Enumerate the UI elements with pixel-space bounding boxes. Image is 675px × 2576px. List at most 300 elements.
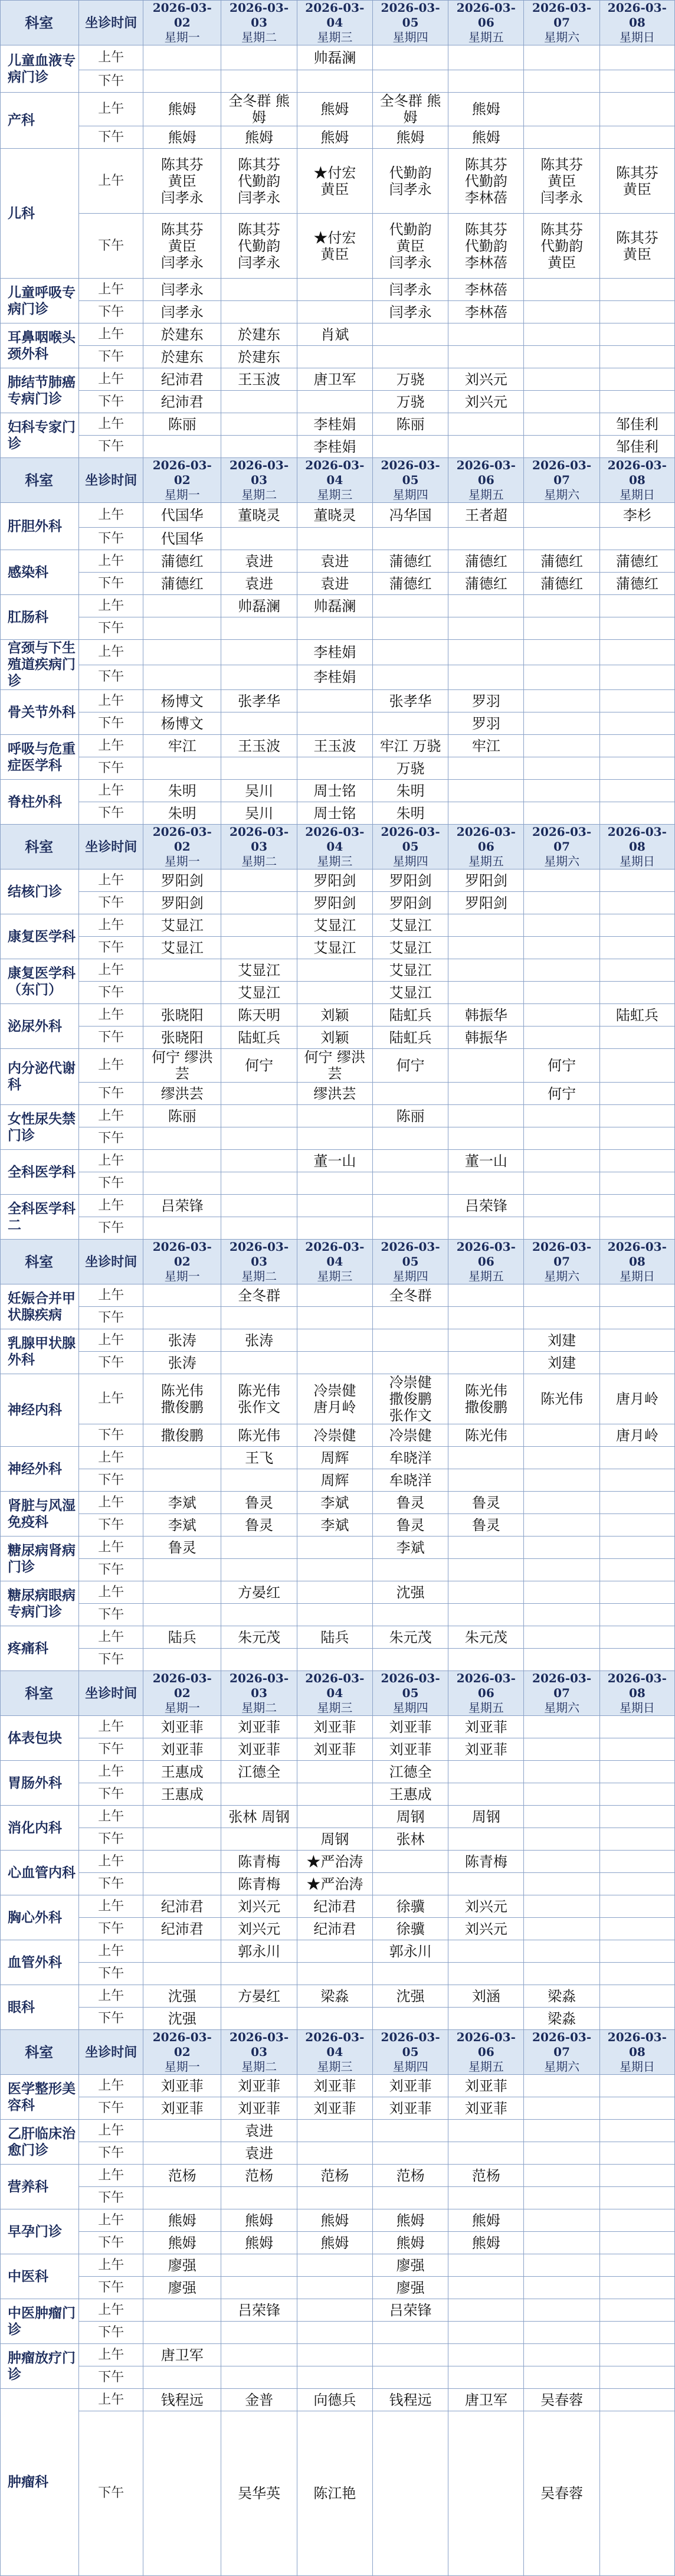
doctor-cell-day-6 [524,802,599,825]
doctor-cell-day-5 [448,323,524,346]
schedule-row [1,2389,675,2411]
schedule-row [1,550,675,573]
doctor-cell-day-3 [297,1604,372,1626]
doctor-name: 代勤韵 [464,172,507,189]
doctor-cell-day-1: 代国华 [143,528,221,550]
doctor-cell-day-6: 刘建 [524,1352,599,1374]
doctor-cell-day-4 [372,1873,448,1895]
schedule-row [1,757,675,780]
header-row [1,1,675,45]
doctor-cell-day-7 [599,1783,674,1806]
doctor-cell-day-4: 冯华国 [372,503,448,528]
schedule-row [1,1985,675,2008]
doctor-cell-day-5 [448,1649,524,1671]
doctor-cell-day-4 [372,1851,448,1873]
doctor-cell-day-6 [524,1963,599,1985]
doctor-cell-day-7 [599,2008,674,2030]
doctor-cell-day-3: 帅磊澜 [297,595,372,617]
date-label: 2026-03-05 [381,1671,440,1700]
doctor-cell-day-5: 唐卫军 [448,2389,524,2411]
date-header-day-2 [221,1,297,45]
doctor-cell-day-1: 杨博文 [143,690,221,712]
doctor-cell-day-5 [448,2187,524,2209]
doctor-cell-day-6 [524,2299,599,2322]
doctor-cell-day-7 [599,2411,674,2576]
doctor-cell-day-7 [599,1895,674,1918]
schedule-row [1,2008,675,2030]
doctor-name: 冷崇健 [313,1382,356,1399]
doctor-cell-day-7 [599,1083,674,1105]
doctor-name: 黄臣 [320,246,349,263]
doctor-cell-day-4 [372,712,448,735]
doctor-cell-day-7 [599,1284,674,1307]
doctor-cell-day-6 [524,2366,599,2389]
doctor-cell-day-4 [372,1217,448,1240]
doctor-name: 陈其芬 [540,156,584,173]
doctor-cell-day-2: 金普 [221,2389,297,2411]
department-name: 女性尿失禁门诊 [1,1105,79,1150]
doctor-name: 黄臣 [622,181,651,198]
doctor-cell-day-2 [221,2277,297,2299]
schedule-row [1,2366,675,2389]
doctor-cell-day-3 [297,1307,372,1329]
doctor-cell-day-7 [599,1514,674,1537]
doctor-cell-day-4 [372,595,448,617]
doctor-name: 黄臣 [320,181,349,198]
doctor-cell-day-2 [221,413,297,436]
doctor-cell-day-2 [221,1172,297,1195]
session-label: 上午 [79,640,143,665]
session-label: 下午 [79,2097,143,2120]
doctor-cell-day-6 [524,1492,599,1514]
doctor-cell-day-1: 刘亚菲 [143,2097,221,2120]
doctor-cell-day-6 [524,1447,599,1469]
department-name: 骨关节外科 [1,690,79,735]
session-label: 下午 [79,1649,143,1671]
doctor-cell-day-4 [372,1604,448,1626]
department-name: 中医肿瘤门诊 [1,2299,79,2344]
doctor-cell-day-4: 熊姆 [372,2232,448,2254]
doctor-cell-day-4: 张孝华 [372,690,448,712]
doctor-cell-day-7 [599,528,674,550]
date-header-day-5 [448,1240,524,1284]
doctor-cell-day-3 [297,757,372,780]
doctor-cell-day-2: 刘亚菲 [221,1716,297,1738]
doctor-cell-day-7: 李杉 [599,503,674,528]
doctor-cell-day-3 [297,1581,372,1604]
doctor-cell-day-7 [599,2254,674,2277]
session-label: 上午 [79,1940,143,1963]
doctor-cell-day-7 [599,1604,674,1626]
doctor-cell-day-6 [524,914,599,937]
session-label: 下午 [79,1873,143,1895]
doctor-cell-day-1 [143,617,221,640]
date-label: 2026-03-03 [230,825,289,854]
doctor-cell-day-3 [297,279,372,301]
doctor-cell-day-4: 闫孝永 [372,279,448,301]
date-label: 2026-03-03 [230,1,289,30]
doctor-cell-day-2 [221,892,297,914]
doctor-cell-day-5 [448,2344,524,2366]
schedule-row [1,436,675,458]
doctor-cell-day-7 [599,301,674,323]
session-label: 上午 [79,1626,143,1649]
doctor-cell-day-6 [524,1105,599,1127]
schedule-row [1,413,675,436]
schedule-row [1,573,675,595]
session-label: 上午 [79,1581,143,1604]
weekday-label: 星期六 [544,30,580,44]
date-header-day-1 [143,1,221,45]
doctor-cell-day-4: 陆虹兵 [372,1027,448,1049]
doctor-cell-day-4: 陈丽 [372,1105,448,1127]
doctor-cell-day-5 [448,2366,524,2389]
doctor-cell-day-7: 陆虹兵 [599,1004,674,1027]
doctor-cell-day-5: 范杨 [448,2165,524,2187]
doctor-cell-day-4: 沈强 [372,1985,448,2008]
schedule-row [1,70,675,93]
weekday-label: 星期四 [392,854,428,868]
doctor-cell-day-6: 何宁 [524,1049,599,1083]
schedule-row [1,1150,675,1172]
doctor-cell-day-7 [599,595,674,617]
doctor-cell-day-1: 陈丽 [143,413,221,436]
schedule-row [1,937,675,959]
doctor-cell-day-5: 刘兴元 [448,1895,524,1918]
weekday-label: 星期五 [468,488,504,502]
date-label: 2026-03-07 [532,1671,592,1700]
schedule-row [1,1918,675,1940]
weekday-label: 星期二 [241,2060,277,2074]
doctor-cell-day-4: 刘亚菲 [372,2075,448,2097]
schedule-row [1,712,675,735]
doctor-cell-day-6: 梁淼 [524,2008,599,2030]
doctor-cell-day-4 [372,1352,448,1374]
doctor-cell-day-6 [524,45,599,70]
doctor-cell-day-2: 刘亚菲 [221,2097,297,2120]
date-label: 2026-03-06 [456,2030,516,2059]
schedule-row [1,1581,675,1604]
session-label: 上午 [79,2165,143,2187]
department-name: 乙肝临床治愈门诊 [1,2120,79,2165]
schedule-row [1,279,675,301]
department-name: 糖尿病肾病门诊 [1,1537,79,1581]
doctor-cell-day-7 [599,1828,674,1851]
session-label: 上午 [79,1329,143,1352]
doctor-cell-day-7 [599,368,674,391]
doctor-cell-day-3 [297,214,372,279]
schedule-row [1,1374,675,1424]
doctor-cell-day-6 [524,391,599,413]
session-label: 下午 [79,617,143,640]
date-label: 2026-03-03 [230,1240,289,1269]
doctor-name: 闫孝永 [238,189,281,206]
schedule-row [1,1895,675,1918]
session-label: 上午 [79,149,143,214]
schedule-row [1,2165,675,2187]
doctor-cell-day-7 [599,2232,674,2254]
schedule-row [1,2232,675,2254]
doctor-cell-day-1 [143,1307,221,1329]
date-label: 2026-03-07 [532,825,592,854]
doctor-cell-day-1 [143,1581,221,1604]
doctor-cell-day-4 [372,1150,448,1172]
doctor-cell-day-5 [448,149,524,214]
doctor-cell-day-4: 刘亚菲 [372,2097,448,2120]
doctor-cell-day-3: 董一山 [297,1150,372,1172]
doctor-cell-day-3 [297,982,372,1004]
department-name: 内分泌代谢科 [1,1049,79,1105]
date-header-day-4 [372,2030,448,2075]
doctor-cell-day-7 [599,1537,674,1559]
date-header-day-2 [221,458,297,503]
department-name: 脊柱外科 [1,780,79,825]
doctor-cell-day-6 [524,735,599,757]
doctor-cell-day-6 [524,1150,599,1172]
date-header-day-6 [524,1240,599,1284]
doctor-cell-day-3: 刘亚菲 [297,1716,372,1738]
doctor-cell-day-7 [599,1581,674,1604]
doctor-cell-day-4: 艾显江 [372,982,448,1004]
doctor-cell-day-6 [524,1851,599,1873]
session-label: 下午 [79,1828,143,1851]
weekday-label: 星期日 [619,2060,655,2074]
doctor-cell-day-1: 撒俊鹏 [143,1424,221,1447]
doctor-cell-day-5 [448,617,524,640]
date-header-day-3 [297,1,372,45]
doctor-cell-day-7 [599,735,674,757]
doctor-cell-day-1 [143,1217,221,1240]
doctor-cell-day-6 [524,368,599,391]
doctor-cell-day-3 [297,1352,372,1374]
doctor-cell-day-2: 张孝华 [221,690,297,712]
doctor-cell-day-5: 鲁灵 [448,1514,524,1537]
doctor-cell-day-3 [297,149,372,214]
doctor-cell-day-7 [599,1851,674,1873]
weekday-label: 星期日 [619,30,655,44]
doctor-cell-day-2: 何宁 [221,1049,297,1083]
doctor-cell-day-2: 熊姆 [221,2209,297,2232]
doctor-cell-day-6 [524,2254,599,2277]
doctor-cell-day-5: 牢江 [448,735,524,757]
doctor-cell-day-1 [143,2120,221,2142]
date-header-day-7 [599,458,674,503]
doctor-cell-day-4: 王惠成 [372,1783,448,1806]
date-label: 2026-03-04 [305,1671,365,1700]
session-label: 下午 [79,126,143,149]
doctor-cell-day-5: 李林蓓 [448,279,524,301]
doctor-cell-day-1 [143,2411,221,2576]
doctor-cell-day-7 [599,780,674,802]
session-label: 下午 [79,1783,143,1806]
doctor-cell-day-7 [599,2209,674,2232]
date-label: 2026-03-02 [152,825,212,854]
doctor-cell-day-1 [143,982,221,1004]
schedule-row [1,982,675,1004]
doctor-cell-day-7 [599,1626,674,1649]
doctor-name: 李林蓓 [464,189,507,206]
doctor-cell-day-7 [599,1049,674,1083]
session-label: 上午 [79,2389,143,2411]
session-label: 下午 [79,1738,143,1761]
doctor-name: 冷崇健 [389,1374,432,1391]
date-header-day-5 [448,1,524,45]
doctor-cell-day-3: ★严治涛 [297,1873,372,1895]
date-label: 2026-03-08 [607,2030,667,2059]
doctor-name: 黄臣 [548,254,576,271]
doctor-cell-day-1: 熊姆 [143,2209,221,2232]
doctor-cell-day-7 [599,149,674,214]
doctor-cell-day-5 [448,214,524,279]
schedule-row [1,1004,675,1027]
doctor-cell-day-4: 艾显江 [372,959,448,982]
doctor-name: 黄臣 [396,237,425,254]
date-label: 2026-03-07 [532,1,592,30]
date-label: 2026-03-08 [607,1240,667,1269]
department-name: 妇科专家门诊 [1,413,79,458]
doctor-cell-day-3: 陈江艳 [297,2411,372,2576]
schedule-row [1,528,675,550]
doctor-cell-day-3 [297,2187,372,2209]
doctor-cell-day-6 [524,1716,599,1738]
doctor-cell-day-1: 张晓阳 [143,1004,221,1027]
session-label: 上午 [79,2254,143,2277]
session-label: 上午 [79,1284,143,1307]
doctor-cell-day-1: 张晓阳 [143,1027,221,1049]
doctor-cell-day-2: 张林 周钢 [221,1806,297,1828]
doctor-cell-day-5: 熊姆 [448,2232,524,2254]
doctor-cell-day-3: 熊姆 [297,93,372,126]
doctor-cell-day-1 [143,1172,221,1195]
session-label: 下午 [79,70,143,93]
date-header-day-1 [143,458,221,503]
doctor-cell-day-7 [599,1329,674,1352]
session-label: 上午 [79,914,143,937]
doctor-cell-day-4 [372,2411,448,2576]
doctor-cell-day-6 [524,2120,599,2142]
header-row [1,1240,675,1284]
doctor-cell-day-7: 唐月岭 [599,1374,674,1424]
doctor-cell-day-1 [143,2366,221,2389]
doctor-cell-day-1 [143,1649,221,1671]
doctor-cell-day-4: 刘亚菲 [372,1738,448,1761]
doctor-cell-day-1 [143,640,221,665]
date-label: 2026-03-04 [305,2030,365,2059]
doctor-cell-day-5 [448,937,524,959]
schedule-row [1,780,675,802]
doctor-cell-day-3 [297,1374,372,1424]
doctor-cell-day-1 [143,959,221,982]
doctor-cell-day-5 [448,1447,524,1469]
doctor-cell-day-6 [524,126,599,149]
doctor-cell-day-2 [221,301,297,323]
doctor-name: ★付宏 [313,164,356,181]
doctor-cell-day-4 [372,1172,448,1195]
doctor-cell-day-5: 韩振华 [448,1004,524,1027]
schedule-row [1,2254,675,2277]
doctor-cell-day-5: 吕荣锋 [448,1195,524,1217]
dept-header: 科室 [1,1671,79,1716]
session-label: 上午 [79,1049,143,1083]
doctor-cell-day-3 [297,1195,372,1217]
doctor-cell-day-5: 陈光伟 [448,1424,524,1447]
doctor-cell-day-7 [599,323,674,346]
schedule-row [1,149,675,214]
header-row [1,825,675,869]
doctor-cell-day-4: 熊姆 [372,126,448,149]
session-label: 上午 [79,1374,143,1424]
session-label: 下午 [79,982,143,1004]
doctor-cell-day-3 [297,1127,372,1150]
doctor-cell-day-6 [524,1559,599,1581]
department-name: 胸心外科 [1,1895,79,1940]
doctor-cell-day-7 [599,1127,674,1150]
schedule-row [1,1447,675,1469]
doctor-cell-day-3 [297,1649,372,1671]
doctor-name: 陈其芬 [464,156,507,173]
doctor-cell-day-4: 蒲德红 [372,573,448,595]
date-header-day-1 [143,1671,221,1716]
doctor-cell-day-5: 鲁灵 [448,1492,524,1514]
doctor-cell-day-2: 鲁灵 [221,1514,297,1537]
doctor-cell-day-3 [297,1172,372,1195]
doctor-cell-day-1: 朱明 [143,780,221,802]
doctor-cell-day-5 [448,1873,524,1895]
doctor-cell-day-2 [221,528,297,550]
department-name: 血管外科 [1,1940,79,1985]
doctor-cell-day-1: 熊姆 [143,93,221,126]
weekday-label: 星期二 [241,488,277,502]
doctor-cell-day-1: 蒲德红 [143,550,221,573]
doctor-cell-day-6 [524,528,599,550]
session-label: 上午 [79,1716,143,1738]
session-label: 下午 [79,1604,143,1626]
session-label: 上午 [79,1105,143,1127]
doctor-name: 李林蓓 [464,254,507,271]
doctor-cell-day-1: 熊姆 [143,2232,221,2254]
doctor-cell-day-1: 纪沛君 [143,1918,221,1940]
session-label: 下午 [79,802,143,825]
doctor-cell-day-4: 何宁 [372,1049,448,1083]
doctor-cell-day-5 [448,2254,524,2277]
date-header-day-6 [524,1671,599,1716]
doctor-cell-day-2: 帅磊澜 [221,595,297,617]
doctor-cell-day-5: 韩振华 [448,1027,524,1049]
doctor-cell-day-6 [524,1172,599,1195]
doctor-cell-day-5 [448,1537,524,1559]
session-label: 上午 [79,1851,143,1873]
doctor-name: 陈其芬 [540,221,584,238]
doctor-name: 代勤韵 [389,164,432,181]
session-label: 下午 [79,1918,143,1940]
session-label: 下午 [79,1307,143,1329]
schedule-row [1,1559,675,1581]
doctor-cell-day-1 [143,2142,221,2165]
doctor-cell-day-7 [599,1873,674,1895]
date-label: 2026-03-03 [230,2030,289,2059]
doctor-cell-day-5: 刘兴元 [448,1918,524,1940]
doctor-cell-day-7 [599,617,674,640]
schedule-row [1,503,675,528]
doctor-name: 闫孝永 [540,189,584,206]
doctor-cell-day-3 [297,70,372,93]
doctor-cell-day-3: 李桂娟 [297,665,372,690]
doctor-cell-day-5: 刘亚菲 [448,2075,524,2097]
doctor-cell-day-5 [448,1761,524,1783]
doctor-cell-day-1: 熊姆 [143,126,221,149]
department-name: 肺结节肺癌专病门诊 [1,368,79,413]
doctor-name: 陈其芬 [160,156,204,173]
